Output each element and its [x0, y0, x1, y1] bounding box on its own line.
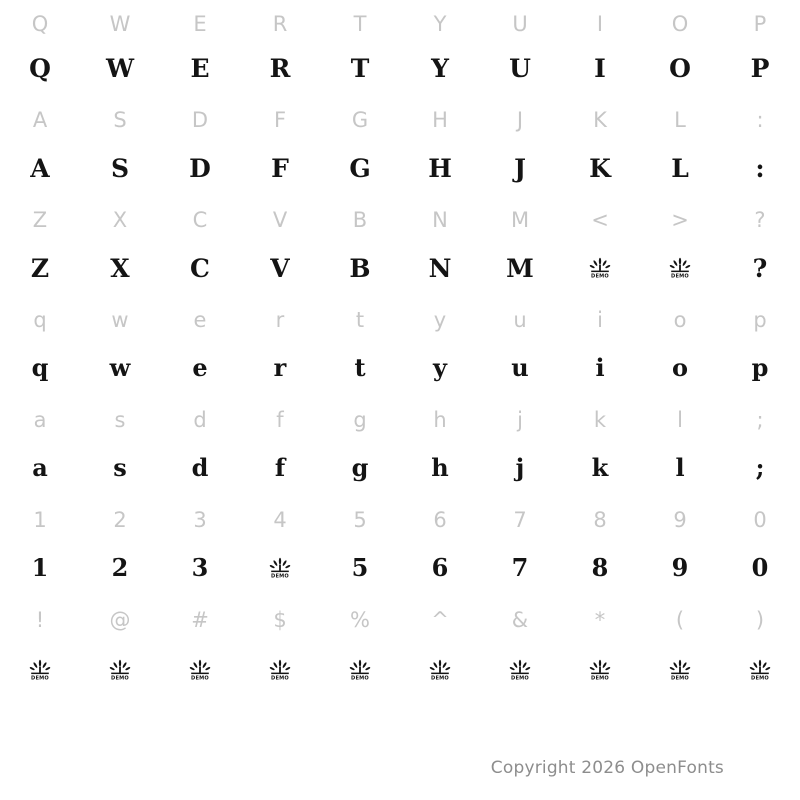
glyph-cell: 9: [671, 553, 689, 582]
glyph-row: [0, 0, 800, 48]
glyph-cell: G: [349, 153, 371, 183]
glyph-cell: 0: [751, 553, 769, 582]
glyph-cell: (: [675, 607, 685, 632]
glyph-cell: 5: [351, 553, 369, 582]
glyph-cell: D: [189, 153, 211, 183]
glyph-cell: ;: [755, 453, 765, 482]
demo-ornament-icon: [669, 659, 691, 681]
glyph-cell: ^: [431, 607, 449, 632]
glyph-cell: 8: [593, 507, 607, 532]
glyph-cell: <: [591, 207, 609, 232]
glyph-cell: ;: [756, 407, 764, 432]
glyph-cell: e: [192, 353, 208, 382]
svg-text:DEMO: DEMO: [671, 273, 689, 279]
glyph-cell: s: [114, 407, 126, 432]
glyph-cell: f: [274, 453, 286, 482]
demo-ornament-icon: [349, 659, 371, 681]
glyph-cell: 6: [433, 507, 447, 532]
glyph-cell: F: [273, 107, 287, 132]
svg-text:DEMO: DEMO: [351, 675, 369, 681]
glyph-cell: S: [113, 107, 127, 132]
glyph-cell: 4: [273, 507, 287, 532]
glyph-cell: j: [515, 453, 525, 482]
glyph-cell: e: [193, 307, 207, 332]
glyph-cell: $: [273, 607, 287, 632]
glyph-cell: !: [35, 607, 45, 632]
glyph-cell: #: [191, 607, 209, 632]
notdef-demo-glyph: [640, 244, 720, 292]
svg-text:DEMO: DEMO: [271, 573, 289, 579]
svg-text:DEMO: DEMO: [31, 675, 49, 681]
glyph-cell: I: [594, 53, 606, 83]
glyph-cell: q: [33, 307, 47, 332]
demo-ornament-icon: [29, 659, 51, 681]
glyph-cell: T: [350, 53, 370, 83]
svg-text:DEMO: DEMO: [191, 675, 209, 681]
glyph-cell: y: [433, 353, 447, 382]
glyph-cell: E: [190, 53, 210, 83]
glyph-cell: Z: [32, 207, 48, 232]
notdef-demo-glyph: [640, 646, 720, 694]
glyph-cell: L: [671, 153, 689, 183]
copyright-notice: Copyright 2026 OpenFonts: [490, 758, 724, 778]
glyph-cell: A: [30, 153, 50, 183]
glyph-cell: L: [674, 107, 686, 132]
glyph-cell: W: [109, 11, 131, 36]
glyph-row: [0, 646, 800, 694]
glyph-cell: :: [756, 107, 764, 132]
svg-text:DEMO: DEMO: [111, 675, 129, 681]
glyph-cell: u: [513, 307, 527, 332]
glyph-cell: a: [33, 407, 47, 432]
glyph-cell: Y: [431, 53, 449, 83]
glyph-cell: W: [105, 53, 135, 83]
glyph-row: [0, 244, 800, 292]
glyph-row: [0, 444, 800, 492]
glyph-cell: t: [354, 353, 366, 382]
glyph-cell: 7: [513, 507, 527, 532]
glyph-cell: i: [597, 307, 603, 332]
demo-ornament-icon: [589, 659, 611, 681]
glyph-cell: h: [433, 407, 447, 432]
glyph-cell: p: [751, 353, 769, 382]
glyph-cell: ?: [754, 207, 766, 232]
glyph-cell: d: [191, 453, 209, 482]
glyph-cell: 3: [193, 507, 207, 532]
glyph-cell: r: [273, 353, 287, 382]
glyph-cell: Q: [31, 11, 49, 36]
glyph-cell: q: [31, 353, 49, 382]
glyph-cell: 1: [31, 553, 49, 582]
svg-text:DEMO: DEMO: [671, 675, 689, 681]
glyph-cell: C: [190, 253, 210, 283]
glyph-cell: P: [753, 11, 767, 36]
glyph-row: [0, 544, 800, 592]
glyph-cell: T: [353, 11, 367, 36]
glyph-cell: 2: [111, 553, 129, 582]
glyph-row: [0, 296, 800, 344]
glyph-cell: M: [506, 253, 534, 283]
glyph-cell: k: [593, 407, 607, 432]
demo-ornament-icon: [589, 257, 611, 279]
glyph-cell: u: [511, 353, 529, 382]
glyph-cell: I: [596, 11, 604, 36]
glyph-cell: Z: [30, 253, 50, 283]
glyph-cell: A: [32, 107, 48, 132]
glyph-cell: ?: [752, 253, 768, 283]
glyph-cell: G: [351, 107, 369, 132]
glyph-row: [0, 496, 800, 544]
notdef-demo-glyph: [720, 646, 800, 694]
glyph-cell: R: [272, 11, 288, 36]
demo-ornament-icon: [429, 659, 451, 681]
glyph-cell: t: [355, 307, 365, 332]
svg-text:DEMO: DEMO: [511, 675, 529, 681]
glyph-cell: g: [351, 453, 369, 482]
glyph-cell: o: [673, 307, 687, 332]
notdef-demo-glyph: [320, 646, 400, 694]
glyph-cell: 3: [191, 553, 209, 582]
glyph-cell: d: [193, 407, 207, 432]
glyph-cell: J: [516, 107, 524, 132]
demo-ornament-icon: [509, 659, 531, 681]
glyph-cell: 5: [353, 507, 367, 532]
glyph-cell: 7: [511, 553, 529, 582]
glyph-cell: j: [517, 407, 523, 432]
glyph-cell: w: [111, 307, 129, 332]
notdef-demo-glyph: [240, 646, 320, 694]
glyph-cell: B: [352, 207, 368, 232]
glyph-cell: ): [755, 607, 765, 632]
glyph-cell: l: [677, 407, 683, 432]
glyph-cell: H: [428, 153, 452, 183]
glyph-cell: f: [276, 407, 284, 432]
glyph-cell: U: [509, 53, 531, 83]
glyph-cell: 2: [113, 507, 127, 532]
glyph-cell: H: [432, 107, 448, 132]
glyph-cell: :: [755, 153, 765, 183]
glyph-cell: V: [270, 253, 290, 283]
notdef-demo-glyph: [480, 646, 560, 694]
glyph-cell: F: [271, 153, 289, 183]
glyph-cell: C: [192, 207, 208, 232]
glyph-cell: 9: [673, 507, 687, 532]
notdef-demo-glyph: [560, 244, 640, 292]
glyph-cell: K: [593, 107, 607, 132]
glyph-cell: w: [109, 353, 131, 382]
glyph-cell: 8: [591, 553, 609, 582]
glyph-cell: a: [32, 453, 48, 482]
notdef-demo-glyph: [400, 646, 480, 694]
glyph-cell: l: [675, 453, 685, 482]
glyph-cell: X: [110, 253, 130, 283]
glyph-cell: Y: [433, 11, 447, 36]
demo-ornament-icon: [189, 659, 211, 681]
glyph-cell: k: [591, 453, 609, 482]
glyph-cell: U: [512, 11, 528, 36]
glyph-cell: 6: [431, 553, 449, 582]
glyph-cell: s: [113, 453, 127, 482]
glyph-cell: %: [350, 607, 370, 632]
glyph-cell: X: [112, 207, 128, 232]
glyph-cell: V: [272, 207, 288, 232]
glyph-cell: i: [595, 353, 605, 382]
glyph-cell: O: [669, 53, 691, 83]
demo-ornament-icon: [269, 659, 291, 681]
glyph-cell: D: [191, 107, 209, 132]
svg-text:DEMO: DEMO: [751, 675, 769, 681]
svg-text:DEMO: DEMO: [271, 675, 289, 681]
glyph-cell: r: [275, 307, 285, 332]
demo-ornament-icon: [109, 659, 131, 681]
glyph-cell: 1: [33, 507, 47, 532]
demo-ornament-icon: [269, 557, 291, 579]
glyph-cell: g: [353, 407, 367, 432]
glyph-cell: M: [510, 207, 530, 232]
glyph-cell: Q: [29, 53, 51, 83]
glyph-cell: *: [594, 607, 606, 632]
notdef-demo-glyph: [0, 646, 80, 694]
glyph-row: [0, 96, 800, 144]
glyph-row: [0, 396, 800, 444]
demo-ornament-icon: [749, 659, 771, 681]
glyph-row: [0, 144, 800, 192]
notdef-demo-glyph: [240, 544, 320, 592]
glyph-cell: &: [511, 607, 529, 632]
glyph-cell: P: [750, 53, 770, 83]
glyph-cell: E: [193, 11, 207, 36]
notdef-demo-glyph: [80, 646, 160, 694]
glyph-cell: p: [753, 307, 767, 332]
svg-text:DEMO: DEMO: [431, 675, 449, 681]
glyph-cell: o: [671, 353, 688, 382]
glyph-cell: N: [428, 253, 452, 283]
glyph-cell: K: [589, 153, 611, 183]
glyph-row: [0, 196, 800, 244]
glyph-row: [0, 344, 800, 392]
svg-text:DEMO: DEMO: [591, 675, 609, 681]
glyph-cell: J: [514, 153, 526, 183]
glyph-cell: R: [269, 53, 291, 83]
glyph-cell: y: [433, 307, 447, 332]
glyph-row: [0, 596, 800, 644]
glyph-cell: 0: [753, 507, 767, 532]
svg-text:DEMO: DEMO: [591, 273, 609, 279]
glyph-cell: h: [431, 453, 449, 482]
glyph-row: [0, 44, 800, 92]
demo-ornament-icon: [669, 257, 691, 279]
glyph-cell: B: [349, 253, 371, 283]
glyph-cell: O: [671, 11, 689, 36]
glyph-cell: >: [671, 207, 689, 232]
glyph-cell: @: [109, 607, 131, 632]
notdef-demo-glyph: [160, 646, 240, 694]
notdef-demo-glyph: [560, 646, 640, 694]
glyph-cell: N: [432, 207, 448, 232]
glyph-cell: S: [110, 153, 130, 183]
